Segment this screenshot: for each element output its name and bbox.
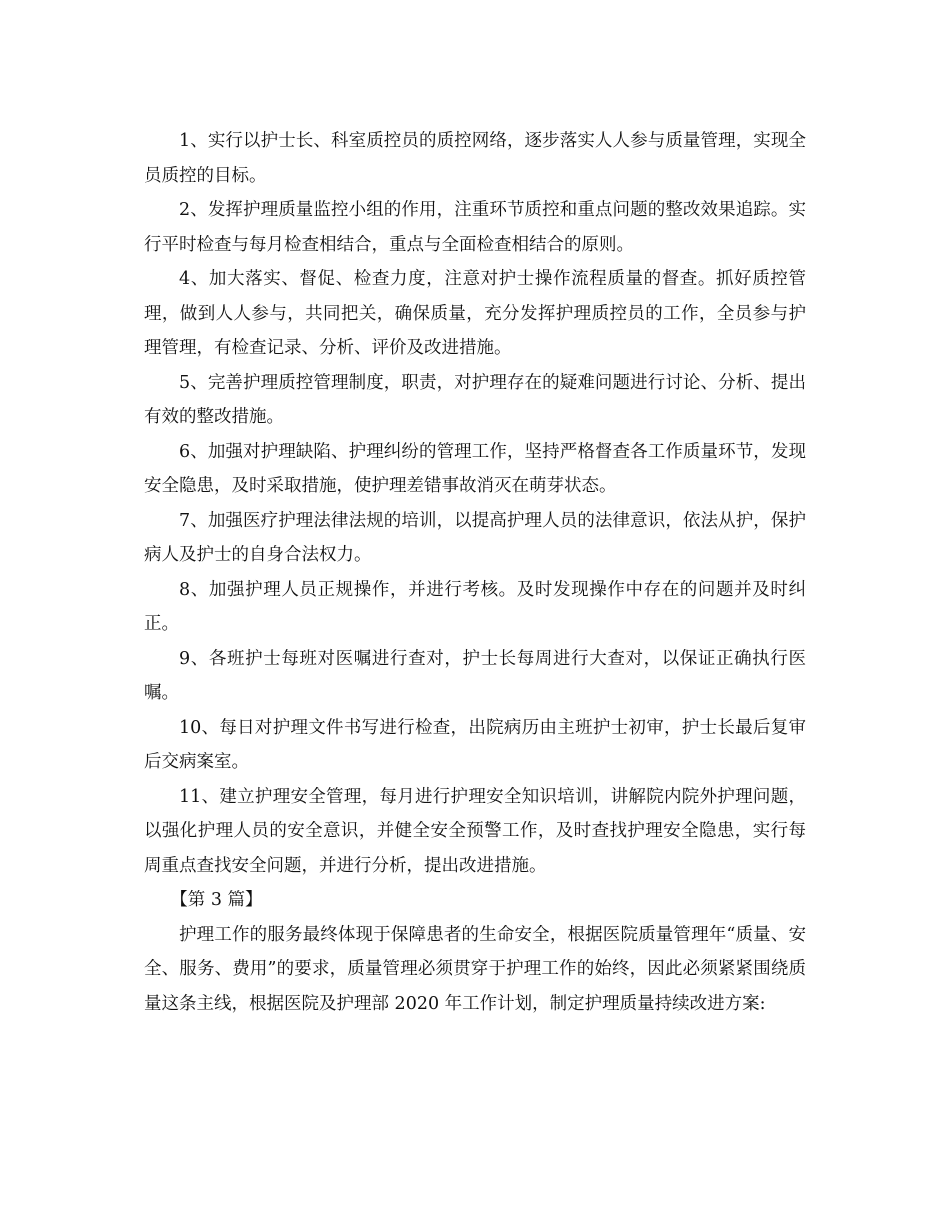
paragraph-item-2: 2、发挥护理质量监控小组的作用，注重环节质控和重点问题的整改效果追踪。实行平时检查与每月检查相结合，重点与全面检查相结合的原则。 bbox=[144, 200, 806, 255]
paragraph-item-8: 8、加强护理人员正规操作，并进行考核。及时发现操作中存在的问题并及时纠正。 bbox=[144, 579, 806, 634]
paragraph-item-6: 6、加强对护理缺陷、护理纠纷的管理工作，坚持严格督查各工作质量环节，发现安全隐患，及时采取措施，使护理差错事故消灭在萌芽状态。 bbox=[144, 441, 806, 496]
paragraph-item-7: 7、加强医疗护理法律法规的培训，以提高护理人员的法律意识，依法从护，保护病人及护士的自身合法权力。 bbox=[144, 510, 806, 565]
paragraph-item-10: 10、每日对护理文件书写进行检查，出院病历由主班护士初审，护士长最后复审后交病案室。 bbox=[144, 717, 806, 772]
section-intro-paragraph: 护理工作的服务最终体现于保障患者的生命安全，根据医院质量管理年“质量、安全、服务、费用”的要求，质量管理必须贯穿于护理工作的始终，因此必须紧紧围绕质量这条主线，根据医院及护理部 2020 年工作计划，制定护理质量持续改进方案: bbox=[144, 924, 806, 1014]
paragraph-item-1: 1、实行以护士长、科室质控员的质控网络，逐步落实人人参与质量管理，实现全员质控的目标。 bbox=[144, 131, 806, 186]
paragraph-item-9: 9、各班护士每班对医嘱进行查对，护士长每周进行大查对，以保证正确执行医嘱。 bbox=[144, 648, 806, 703]
paragraph-item-4: 4、加大落实、督促、检查力度，注意对护士操作流程质量的督查。抓好质控管理，做到人人参与，共同把关，确保质量，充分发挥护理质控员的工作，全员参与护理管理，有检查记录、分析、评价及改进措施。 bbox=[144, 269, 806, 358]
section-heading: 【第 3 篇】 bbox=[170, 890, 263, 910]
document-page bbox=[144, 124, 806, 1021]
paragraph-item-5: 5、完善护理质控管理制度，职责，对护理存在的疑难问题进行讨论、分析、提出有效的整改措施。 bbox=[144, 372, 806, 427]
paragraph-item-11: 11、建立护理安全管理，每月进行护理安全知识培训，讲解院内院外护理问题，以强化护理人员的安全意识，并健全安全预警工作，及时查找护理安全隐患，实行每周重点查找安全问题，并进行分析，提出改进措施。 bbox=[144, 786, 806, 876]
